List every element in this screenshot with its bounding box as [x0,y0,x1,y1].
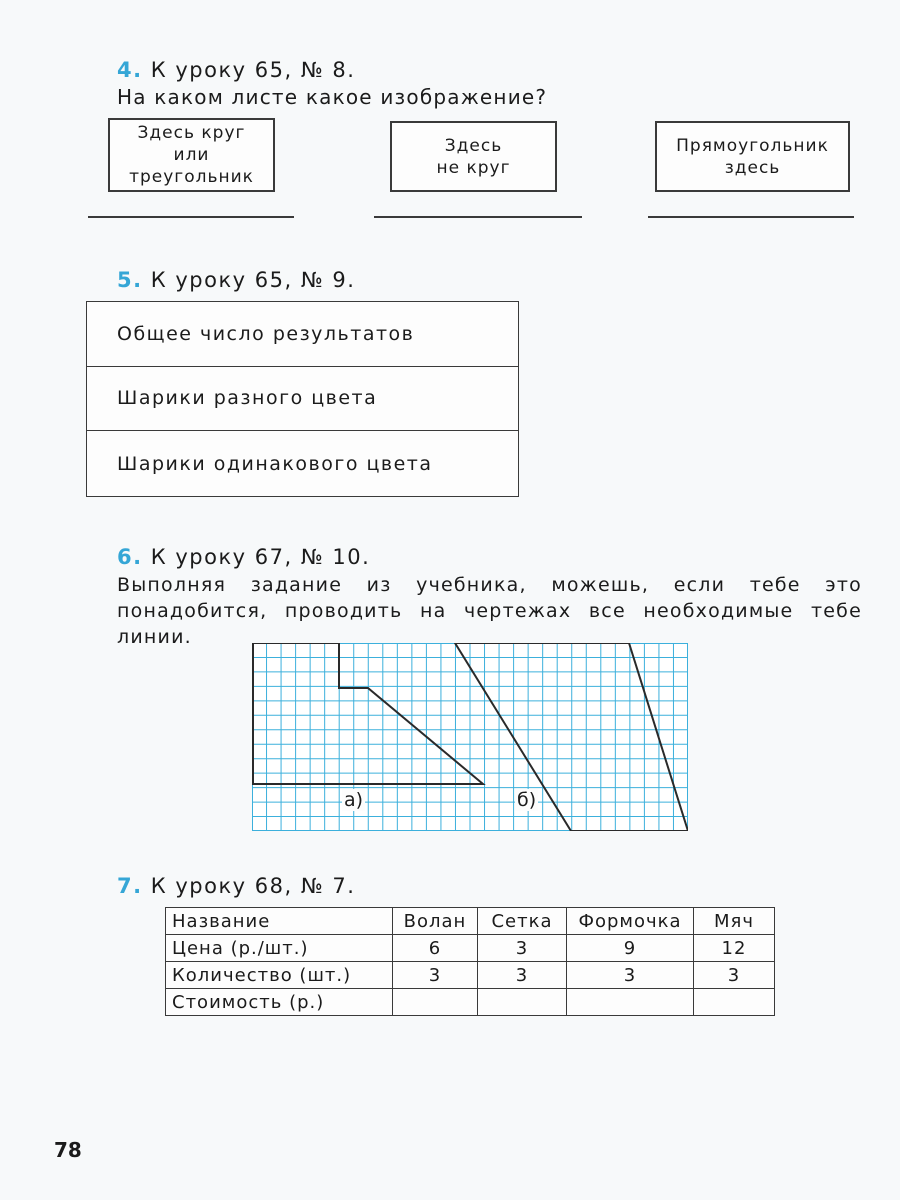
price-table [165,907,775,1016]
quantity-cell: 3 [478,962,567,989]
cost-cell[interactable] [478,989,567,1016]
figure-a-label: а) [344,789,364,811]
header-ball: Мяч [694,908,775,935]
results-row-same-color: Шарики одинакового цвета [117,452,433,475]
task6-heading [117,545,370,569]
cost-cell[interactable] [567,989,694,1016]
quantity-cell: 3 [694,962,775,989]
price-cell: 6 [393,935,478,962]
answer-line-3[interactable] [648,216,854,218]
row-quantity-label: Количество (шт.) [166,962,393,989]
quantity-cell: 3 [567,962,694,989]
answer-line-1[interactable] [88,216,294,218]
header-net: Сетка [478,908,567,935]
task6-instructions: Выполняя задание из учебника, можешь, если тебе это понадобится, проводить на чертежах все необходимые тебе линии. [117,574,862,648]
grid-figures-svg [252,643,688,831]
price-cell: 3 [478,935,567,962]
image-card-circle-or-triangle: Здесь круг или треугольник [108,118,275,192]
row-price-label: Цена (р./шт.) [166,935,393,962]
price-table-header [166,908,775,935]
results-row-total: Общее число результатов [87,302,518,367]
task7-number: 7. [117,874,143,898]
header-mold: Формочка [567,908,694,935]
header-name: Название [166,908,393,935]
task5-title: К уроку 65, № 9. [150,268,356,292]
task6-number: 6. [117,545,143,569]
task6-title: К уроку 67, № 10. [150,545,371,569]
results-row-different-colors: Шарики разного цвета [87,367,518,432]
task4-title: К уроку 65, № 8. [150,58,356,82]
quantity-cell: 3 [393,962,478,989]
task7-heading [117,874,355,898]
task7-title: К уроку 68, № 7. [150,874,356,898]
image-card-not-circle: Здесь не круг [390,121,557,192]
figure-b-label: б) [517,789,537,811]
cost-row [166,989,775,1016]
cost-cell[interactable] [393,989,478,1016]
task4-heading [117,58,355,82]
task5-number: 5. [117,268,143,292]
task5-heading [117,268,355,292]
price-cell: 12 [694,935,775,962]
page-number: 78 [54,1138,82,1162]
quantity-row [166,962,775,989]
price-row [166,935,775,962]
image-card-rectangle: Прямоугольник здесь [655,121,850,192]
cost-cell[interactable] [694,989,775,1016]
task4-question: На каком листе какое изображение? [117,85,548,109]
drawing-grid[interactable] [252,643,688,831]
price-cell: 9 [567,935,694,962]
header-shuttlecock: Волан [393,908,478,935]
row-cost-label: Стоимость (р.) [166,989,393,1016]
task4-number: 4. [117,58,143,82]
results-table [86,301,519,497]
answer-line-2[interactable] [374,216,582,218]
